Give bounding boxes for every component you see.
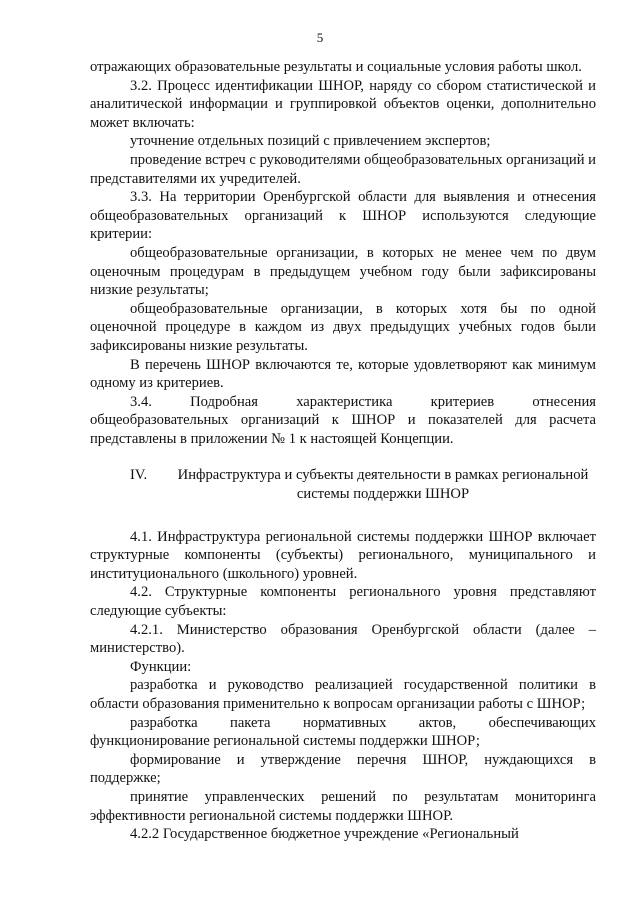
list-item: общеобразовательные организации, в которых не менее чем по двум оценочным процедурам в предыдущем учебном году были зафиксированы низкие результаты; xyxy=(90,244,596,299)
paragraph: отражающих образовательные результаты и социальные условия работы школ. xyxy=(90,59,582,75)
paragraph: 4.2. Структурные компоненты регионального уровня представляют следующие субъекты: xyxy=(90,584,596,620)
paragraph: Функции: xyxy=(130,658,192,675)
paragraph: 3.4. Подробная характеристика критериев отнесения общеобразовательных организаций к ШНОР и показателей для расчета представлены в приложении № 1 к настоящей Концепции. xyxy=(90,393,596,447)
list-item: разработка и руководство реализацией государственной политики в области образования применительно к вопросам организации работы с ШНОР; xyxy=(90,677,596,712)
section-title: Инфраструктура и субъекты деятельности в рамках региональной системы поддержки ШНОР xyxy=(177,467,589,503)
paragraph: В перечень ШНОР включаются те, которые удовлетворяют как минимум одному из критериев. xyxy=(90,356,596,392)
paragraph: 4.2.2 Государственное бюджетное учреждение «Региональный xyxy=(130,826,519,843)
list-item: уточнение отдельных позиций с привлечением экспертов; xyxy=(130,133,491,150)
list-item: формирование и утверждение перечня ШНОР, нуждающихся в поддержке; xyxy=(90,751,596,787)
list-item: общеобразовательные организации, в которых хотя бы по одной оценочной процедуре в каждом из двух предыдущих учебных годов были зафиксированы низкие результаты. xyxy=(90,300,596,354)
list-item: принятие управленческих решений по результатам мониторинга эффективности региональной системы поддержки ШНОР. xyxy=(90,788,596,824)
document-body xyxy=(90,58,596,844)
list-item: проведение встреч с руководителями общеобразовательных организаций и представителями их учредителей. xyxy=(90,151,596,187)
list-item: разработка пакета нормативных актов, обеспечивающих функционирование региональной системы поддержки ШНОР; xyxy=(90,714,596,750)
page-number: 5 xyxy=(316,30,324,45)
paragraph: 3.2. Процесс идентификации ШНОР, наряду со сбором статистической и аналитической информации и группировкой объектов оценки, дополнительно может включать: xyxy=(90,77,596,131)
section-number: IV. xyxy=(130,467,148,484)
section-heading xyxy=(90,466,596,503)
paragraph: 4.2.1. Министерство образования Оренбургской области (далее – министерство). xyxy=(90,621,596,657)
paragraph: 3.3. На территории Оренбургской области для выявления и отнесения общеобразовательных организаций к ШНОР используются следующие критерии: xyxy=(90,189,596,243)
paragraph: 4.1. Инфраструктура региональной системы поддержки ШНОР включает структурные компоненты (субъекты) регионального, муниципального и институционального (школьного) уровней. xyxy=(90,528,596,582)
